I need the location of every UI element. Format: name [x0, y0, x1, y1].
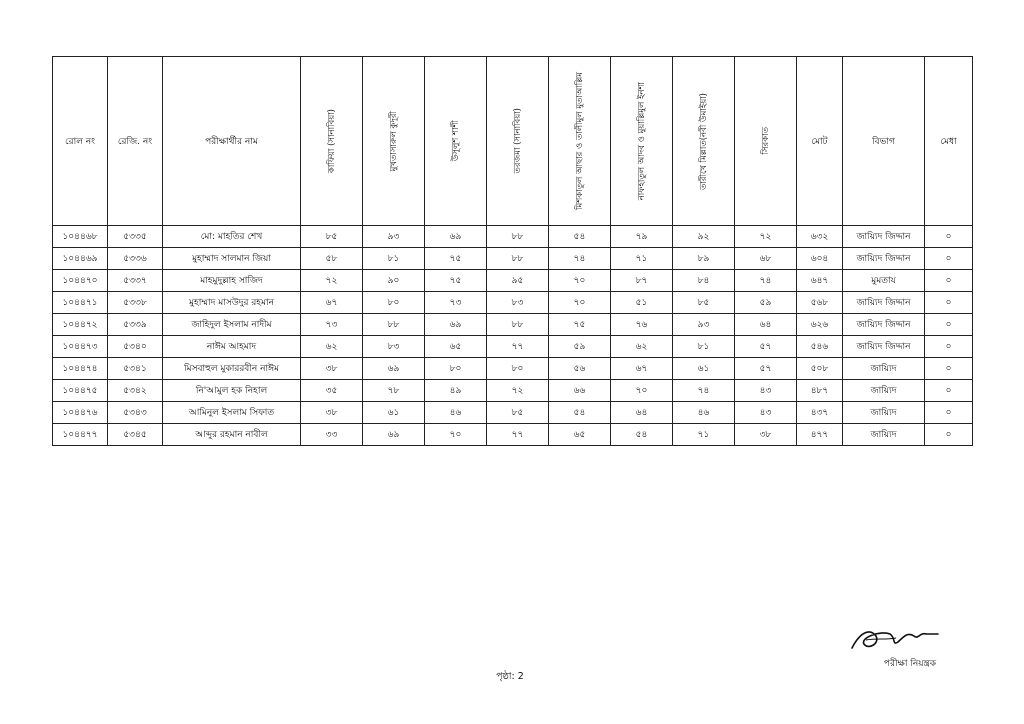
- header-subject-4-label: তরজমা (সানাবিয়া): [512, 108, 523, 174]
- cell-division: জায়্যিদ: [843, 380, 925, 402]
- cell-subject-2: ৮০: [363, 292, 425, 314]
- header-subject-3: [425, 57, 487, 226]
- cell-subject-8: ৬৮: [735, 248, 797, 270]
- cell-roll: ১০৪৪৭৭: [53, 424, 108, 446]
- cell-subject-3: ৮০: [425, 358, 487, 380]
- header-subject-1: [301, 57, 363, 226]
- results-table: [52, 56, 973, 446]
- cell-merit: ০: [925, 226, 973, 248]
- cell-division: জায়্যিদ: [843, 402, 925, 424]
- cell-total: ৫৬৮: [797, 292, 843, 314]
- cell-subject-8: ৭৪: [735, 270, 797, 292]
- table-row: [53, 292, 973, 314]
- cell-subject-1: ৬৭: [301, 292, 363, 314]
- cell-roll: ১০৪৪৬৯: [53, 248, 108, 270]
- cell-subject-3: ৬৯: [425, 314, 487, 336]
- cell-subject-1: ৭৩: [301, 314, 363, 336]
- header-subject-5-label: মিশকাতুল আছার ও তালীমুল মুতাআল্লিম: [574, 72, 585, 210]
- cell-total: ৪৭৭: [797, 424, 843, 446]
- cell-subject-4: ৮০: [487, 358, 549, 380]
- cell-reg: ৫৩৩৬: [108, 248, 163, 270]
- cell-reg: ৫৩৪৩: [108, 402, 163, 424]
- cell-name: মাহমুদুল্লাহ সাজিদ: [163, 270, 301, 292]
- header-total: মোট: [797, 57, 843, 226]
- cell-subject-6: ৭১: [611, 248, 673, 270]
- cell-name: মিসবাহুল মুকাররবীন নাঈম: [163, 358, 301, 380]
- cell-subject-2: ৭৮: [363, 380, 425, 402]
- controller-title: পরীক্ষা নিয়ন্ত্রক: [883, 659, 937, 669]
- cell-subject-6: ৬৭: [611, 358, 673, 380]
- cell-reg: ৫৩৩৫: [108, 226, 163, 248]
- cell-subject-6: ৬৪: [611, 402, 673, 424]
- cell-subject-5: ৭০: [549, 292, 611, 314]
- cell-subject-5: ৭৫: [549, 314, 611, 336]
- header-subject-7-label: তারীখে মিল্লাত(নবী উমাইয়া): [698, 92, 709, 190]
- cell-subject-7: ৯২: [673, 226, 735, 248]
- cell-roll: ১০৪৪৭২: [53, 314, 108, 336]
- cell-subject-8: ৫৭: [735, 358, 797, 380]
- cell-total: ৬৩২: [797, 226, 843, 248]
- cell-subject-8: ৭২: [735, 226, 797, 248]
- cell-subject-8: ৪৩: [735, 402, 797, 424]
- cell-total: ৪৩৭: [797, 402, 843, 424]
- cell-subject-5: ৬৬: [549, 380, 611, 402]
- cell-subject-4: ৭৭: [487, 424, 549, 446]
- page-number: পৃষ্ঠা: 2: [496, 671, 524, 682]
- cell-subject-5: ৫৬: [549, 358, 611, 380]
- cell-subject-1: ৬২: [301, 336, 363, 358]
- cell-name: মুহাম্মাদ মাসউদুর রহমান: [163, 292, 301, 314]
- table-row: [53, 402, 973, 424]
- cell-name: নি'আমুল হক নিহাল: [163, 380, 301, 402]
- cell-subject-8: ৫৯: [735, 292, 797, 314]
- table-row: [53, 270, 973, 292]
- cell-subject-7: ৮৪: [673, 270, 735, 292]
- header-subject-8-label: সিরকাত: [760, 127, 771, 155]
- cell-merit: ০: [925, 336, 973, 358]
- header-subject-1-label: কাফিয়া (সানাবিয়া): [326, 108, 337, 174]
- cell-subject-7: ৮১: [673, 336, 735, 358]
- cell-subject-3: ৭০: [425, 424, 487, 446]
- cell-merit: ০: [925, 314, 973, 336]
- cell-subject-4: ৮৮: [487, 226, 549, 248]
- cell-subject-4: ৮৮: [487, 248, 549, 270]
- cell-name: মুহাম্মাদ সালমান জিয়া: [163, 248, 301, 270]
- cell-name: আব্দুর রহমান নাবীল: [163, 424, 301, 446]
- cell-division: জায়্যিদ জিদ্দান: [843, 336, 925, 358]
- table-row: [53, 248, 973, 270]
- table-row: [53, 380, 973, 402]
- header-subject-2-label: মুখতাসারুল কুদূরী: [388, 110, 399, 172]
- header-subject-4: [487, 57, 549, 226]
- cell-division: জায়্যিদ: [843, 358, 925, 380]
- cell-subject-1: ৩৮: [301, 402, 363, 424]
- header-subject-8: [735, 57, 797, 226]
- header-merit: মেধা: [925, 57, 973, 226]
- cell-total: ৬৪৭: [797, 270, 843, 292]
- cell-reg: ৫৩৪২: [108, 380, 163, 402]
- cell-total: ৫০৮: [797, 358, 843, 380]
- cell-subject-7: ৮৫: [673, 292, 735, 314]
- cell-subject-6: ৭০: [611, 380, 673, 402]
- cell-subject-2: ৬৯: [363, 424, 425, 446]
- header-subject-6: [611, 57, 673, 226]
- cell-subject-8: ৪৩: [735, 380, 797, 402]
- cell-reg: ৫৩৪০: [108, 336, 163, 358]
- cell-name: আমিনুল ইসলাম সিফাত: [163, 402, 301, 424]
- cell-subject-5: ৫৪: [549, 402, 611, 424]
- cell-subject-2: ৬১: [363, 402, 425, 424]
- cell-total: ৬২৬: [797, 314, 843, 336]
- cell-reg: ৫৩৪৫: [108, 424, 163, 446]
- cell-reg: ৫৩৩৮: [108, 292, 163, 314]
- cell-subject-3: ৪৬: [425, 402, 487, 424]
- cell-subject-7: ৭৪: [673, 380, 735, 402]
- cell-name: জাহিদুল ইসলাম নাদীম: [163, 314, 301, 336]
- cell-roll: ১০৪৪৭৪: [53, 358, 108, 380]
- cell-name: মো: মাহতির শেখ: [163, 226, 301, 248]
- cell-roll: ১০৪৪৭০: [53, 270, 108, 292]
- cell-subject-6: ৫৪: [611, 424, 673, 446]
- cell-subject-8: ৩৮: [735, 424, 797, 446]
- cell-subject-3: ৭৩: [425, 292, 487, 314]
- header-roll: রোল নং: [53, 57, 108, 226]
- header-subject-3-label: উসূলুশ শাশী: [450, 120, 461, 162]
- cell-subject-3: ৭৫: [425, 248, 487, 270]
- cell-subject-3: ৭৫: [425, 270, 487, 292]
- cell-total: ৫৪৬: [797, 336, 843, 358]
- cell-subject-2: ৮৮: [363, 314, 425, 336]
- cell-merit: ০: [925, 380, 973, 402]
- cell-subject-1: ৮৫: [301, 226, 363, 248]
- cell-merit: ০: [925, 248, 973, 270]
- cell-subject-4: ৮৮: [487, 314, 549, 336]
- cell-subject-2: ৮১: [363, 248, 425, 270]
- table-row: [53, 226, 973, 248]
- cell-subject-6: ৫১: [611, 292, 673, 314]
- cell-division: জায়্যিদ জিদ্দান: [843, 248, 925, 270]
- cell-subject-2: ৯০: [363, 270, 425, 292]
- table-row: [53, 424, 973, 446]
- cell-subject-4: ৮৩: [487, 292, 549, 314]
- cell-subject-7: ৭১: [673, 424, 735, 446]
- header-row: [53, 57, 973, 226]
- header-subject-6-label: নাফহাতুল আদব ও মুয়াল্লিমুল ইনশা: [636, 81, 647, 201]
- cell-division: জায়্যিদ: [843, 424, 925, 446]
- cell-subject-6: ৬২: [611, 336, 673, 358]
- cell-subject-4: ৭৭: [487, 336, 549, 358]
- cell-reg: ৫৩৩৯: [108, 314, 163, 336]
- cell-subject-5: ৭৪: [549, 248, 611, 270]
- cell-subject-5: ৭০: [549, 270, 611, 292]
- cell-subject-7: ৬১: [673, 358, 735, 380]
- cell-subject-8: ৬৪: [735, 314, 797, 336]
- header-subject-7: [673, 57, 735, 226]
- cell-subject-6: ৭৯: [611, 226, 673, 248]
- cell-subject-4: ৭২: [487, 380, 549, 402]
- header-reg: রেজি. নং: [108, 57, 163, 226]
- cell-total: ৬০৪: [797, 248, 843, 270]
- cell-merit: ০: [925, 292, 973, 314]
- header-division: বিভাগ: [843, 57, 925, 226]
- cell-subject-6: ৭৬: [611, 314, 673, 336]
- cell-merit: ০: [925, 402, 973, 424]
- cell-roll: ১০৪৪৭৫: [53, 380, 108, 402]
- cell-merit: ০: [925, 270, 973, 292]
- cell-roll: ১০৪৪৭১: [53, 292, 108, 314]
- cell-subject-4: ৮৫: [487, 402, 549, 424]
- cell-subject-3: ৬৫: [425, 336, 487, 358]
- cell-subject-7: ৪৬: [673, 402, 735, 424]
- cell-division: মুমতায: [843, 270, 925, 292]
- table-row: [53, 336, 973, 358]
- cell-subject-5: ৫৯: [549, 336, 611, 358]
- cell-subject-7: ৮৯: [673, 248, 735, 270]
- cell-subject-1: ৩৫: [301, 380, 363, 402]
- table-row: [53, 358, 973, 380]
- cell-division: জায়্যিদ জিদ্দান: [843, 292, 925, 314]
- cell-subject-1: ৩৩: [301, 424, 363, 446]
- cell-name: নাঈম আহমাদ: [163, 336, 301, 358]
- cell-roll: ১০৪৪৭৩: [53, 336, 108, 358]
- controller-signature: [846, 622, 942, 654]
- header-subject-2: [363, 57, 425, 226]
- cell-merit: ০: [925, 424, 973, 446]
- cell-total: ৪৮৭: [797, 380, 843, 402]
- cell-subject-2: ৬৯: [363, 358, 425, 380]
- cell-subject-3: ৪৯: [425, 380, 487, 402]
- cell-subject-7: ৯৩: [673, 314, 735, 336]
- cell-subject-2: ৮৩: [363, 336, 425, 358]
- cell-subject-5: ৫৪: [549, 226, 611, 248]
- cell-roll: ১০৪৪৭৬: [53, 402, 108, 424]
- cell-subject-6: ৮৭: [611, 270, 673, 292]
- cell-subject-3: ৬৯: [425, 226, 487, 248]
- cell-reg: ৫৩৩৭: [108, 270, 163, 292]
- cell-subject-2: ৯৩: [363, 226, 425, 248]
- cell-division: জায়্যিদ জিদ্দান: [843, 226, 925, 248]
- cell-reg: ৫৩৪১: [108, 358, 163, 380]
- cell-subject-5: ৬৫: [549, 424, 611, 446]
- cell-subject-8: ৫৭: [735, 336, 797, 358]
- cell-subject-1: ৭২: [301, 270, 363, 292]
- cell-subject-1: ৩৮: [301, 358, 363, 380]
- header-name: পরীক্ষার্থীর নাম: [163, 57, 301, 226]
- table-row: [53, 314, 973, 336]
- cell-merit: ০: [925, 358, 973, 380]
- cell-subject-1: ৫৮: [301, 248, 363, 270]
- cell-subject-4: ৯৫: [487, 270, 549, 292]
- header-subject-5: [549, 57, 611, 226]
- cell-roll: ১০৪৪৬৮: [53, 226, 108, 248]
- cell-division: জায়্যিদ জিদ্দান: [843, 314, 925, 336]
